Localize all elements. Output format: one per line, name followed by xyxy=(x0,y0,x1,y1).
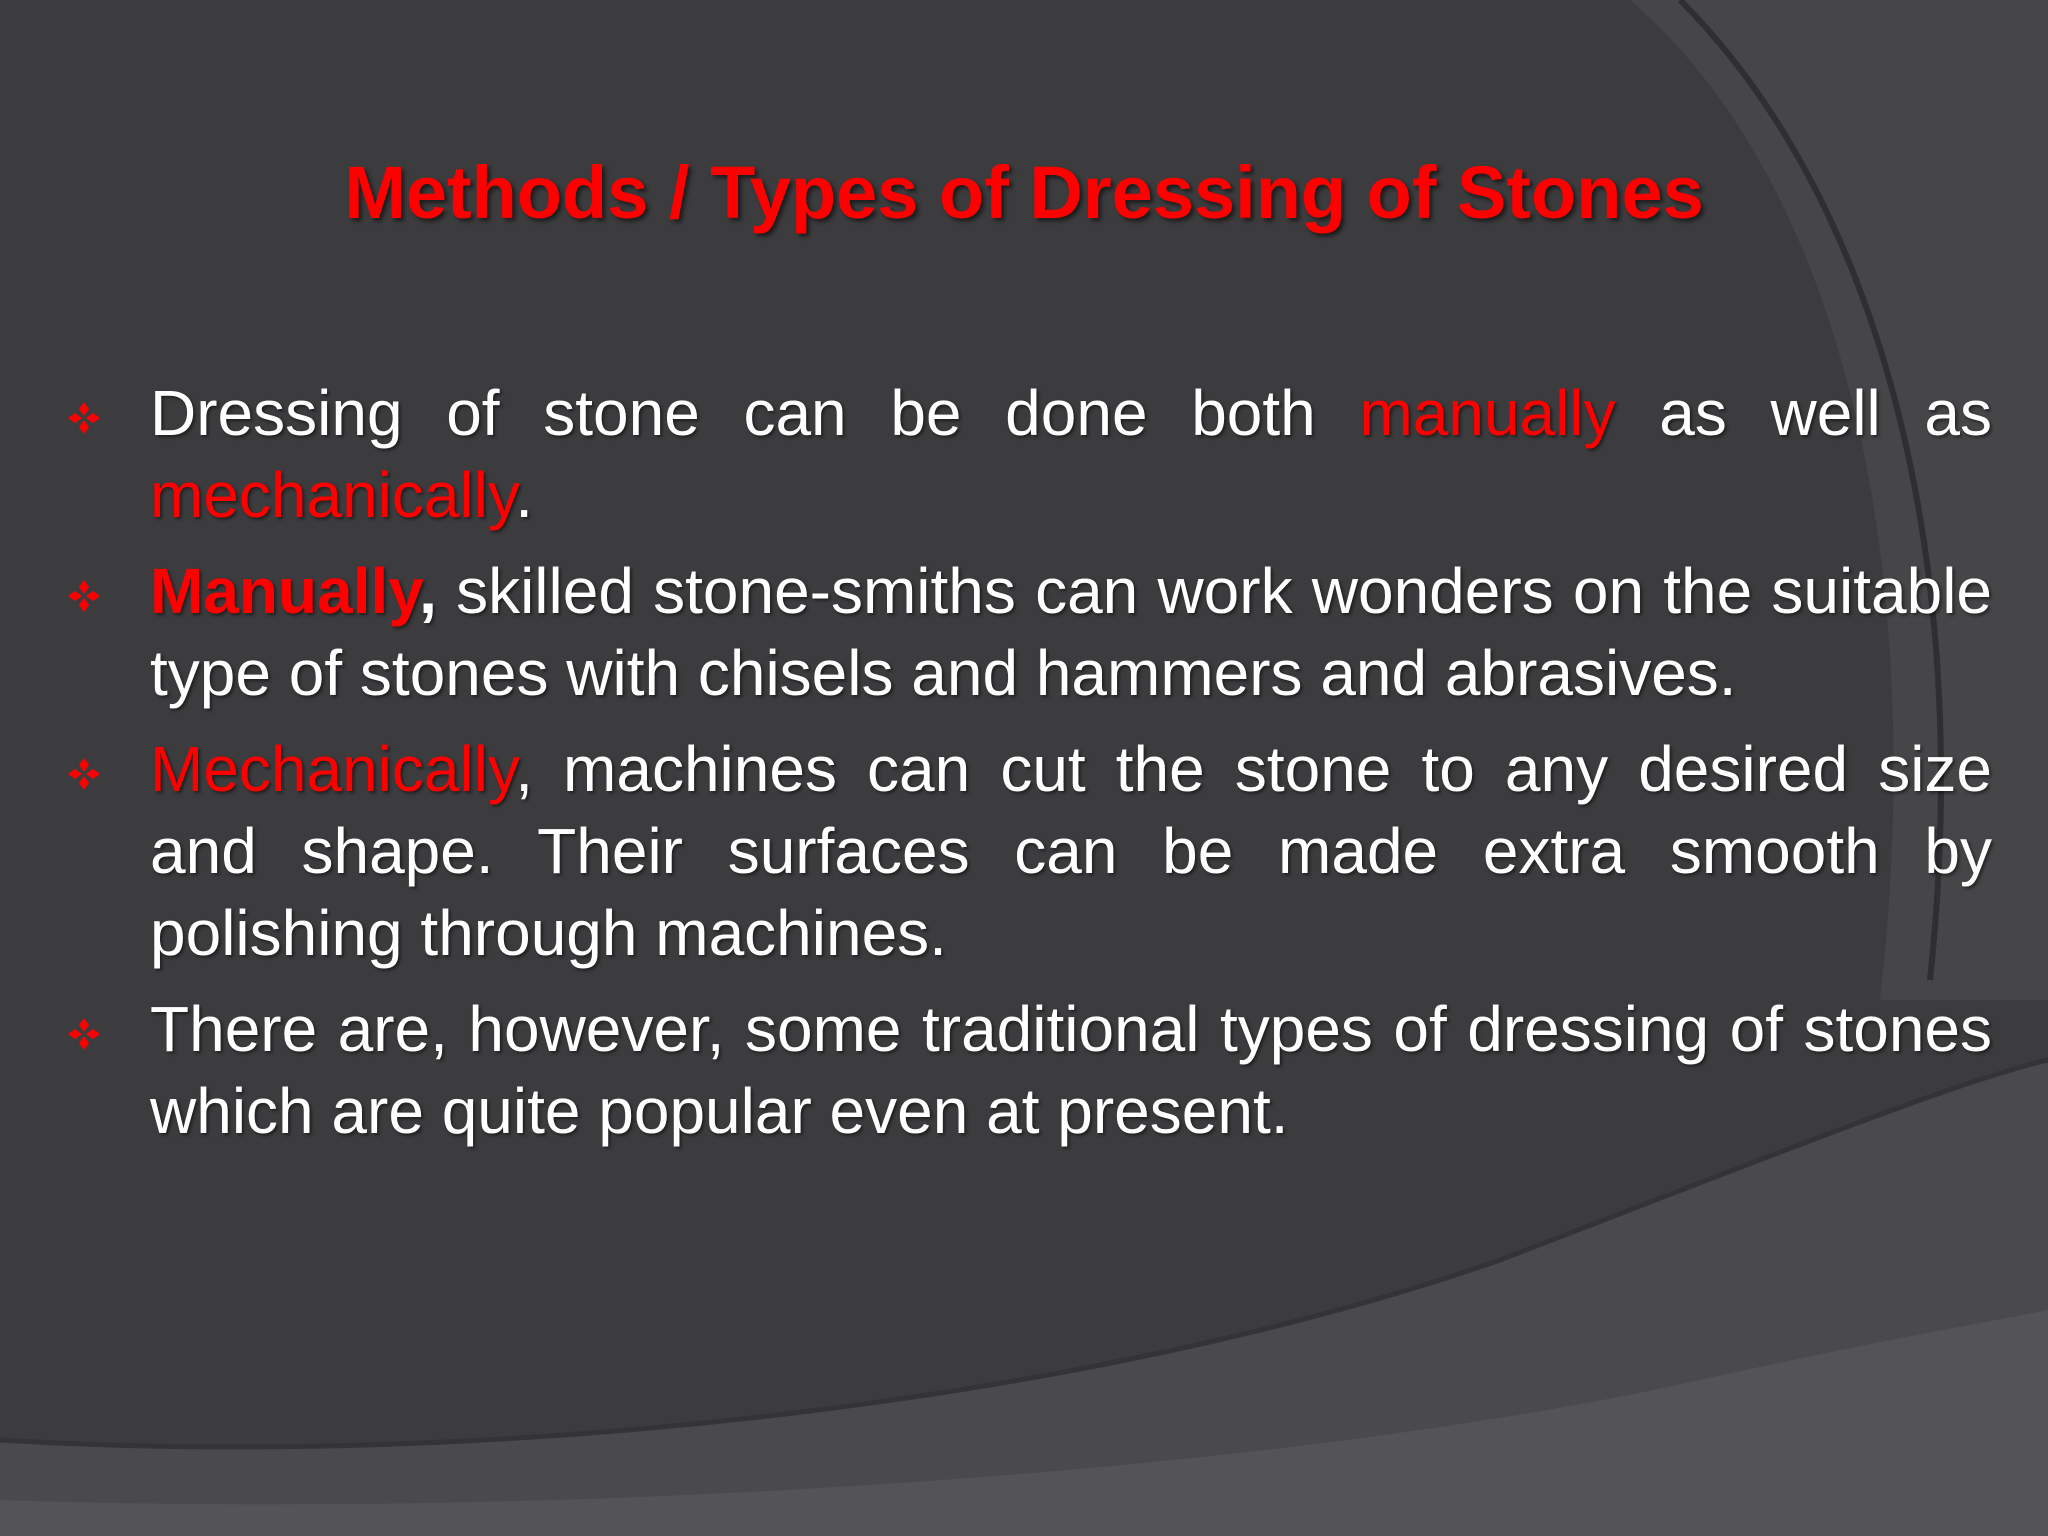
four-diamond-bullet-icon xyxy=(66,1016,102,1052)
four-diamond-bullet-icon xyxy=(66,756,102,792)
bullet-item-3 xyxy=(66,728,1992,974)
bullet-list xyxy=(66,372,1992,1166)
bullet-1-highlight-manually: manually xyxy=(1359,377,1616,449)
bullet-3-text: , machines can cut the stone to any desired size and shape. Their surfaces can be made extra smooth by polishing through machines. xyxy=(150,733,1992,969)
bullet-item-2 xyxy=(66,550,1992,714)
bullet-2-comma: , xyxy=(419,555,437,627)
bullet-4-text: There are, however, some traditional types of dressing of stones which are quite popular even at present. xyxy=(150,993,1992,1147)
bullet-2-text: skilled stone-smiths can work wonders on the suitable type of stones with chisels and hammers and abrasives. xyxy=(150,555,1992,709)
slide-title: Methods / Types of Dressing of Stones xyxy=(344,151,1704,234)
bullet-1-text-a: Dressing of stone can be done both xyxy=(150,377,1360,449)
bullet-item-4 xyxy=(66,988,1992,1152)
four-diamond-bullet-icon xyxy=(66,578,102,614)
bullet-3-highlight-mechanically: Mechanically xyxy=(150,733,516,805)
bullet-item-1 xyxy=(66,372,1992,536)
bullet-1-text-b: as well as xyxy=(1615,377,1993,449)
four-diamond-bullet-icon xyxy=(66,400,102,436)
bullet-1-text-c: . xyxy=(515,459,533,531)
bullet-1-highlight-mechanically: mechanically xyxy=(150,459,516,531)
bullet-2-highlight-manually: Manually xyxy=(150,555,420,627)
